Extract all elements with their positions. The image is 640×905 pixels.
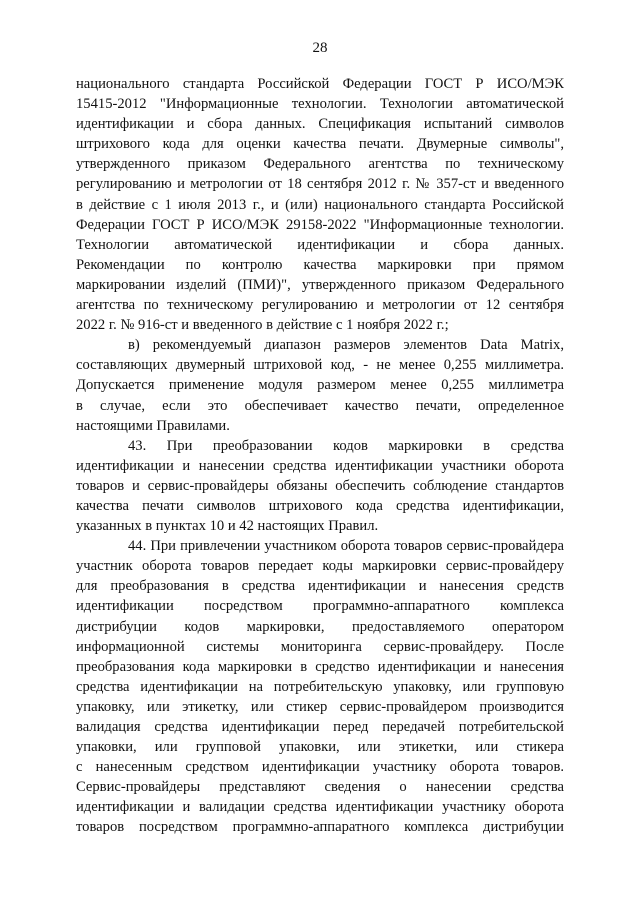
text-line: составляющих двумерный штриховой код, - не менее 0,255 миллиметра.	[76, 357, 564, 374]
text-line: средства идентификации на потребительскую упаковку, или групповую	[76, 678, 564, 695]
text-line: участник оборота товаров передает коды маркировки сервис-провайдеру	[76, 558, 564, 575]
text-line: Федерации ГОСТ Р ИСО/МЭК 29158-2022 "Информационные технологии.	[76, 216, 564, 233]
text-line: в случае, если это обеспечивает качество печати, определенное	[76, 397, 564, 414]
text-line: идентификации и нанесении средства идентификации участники оборота	[76, 457, 564, 474]
text-line: идентификации и валидации средства идентификации участнику оборота	[76, 799, 564, 816]
text-line: дистрибуции кодов маркировки, предоставляемого оператором	[76, 618, 564, 635]
text-line: валидация средства идентификации перед передачей потребительской	[76, 719, 564, 735]
text-line: национального стандарта Российской Федерации ГОСТ Р ИСО/МЭК	[76, 76, 564, 92]
text-line: регулированию и метрологии от 18 сентября 2012 г. № 357-ст и введенного	[76, 176, 564, 193]
text-line: Сервис-провайдеры представляют сведения о нанесении средства	[76, 779, 564, 796]
text-line: 15415-2012 "Информационные технологии. Технологии автоматической	[76, 96, 564, 113]
text-line: для преобразования в средства идентификации и нанесения средств	[76, 578, 564, 595]
text-line: товаров и сервис-провайдеры обязаны обеспечить соблюдение стандартов	[76, 477, 564, 494]
text-line: Технологии автоматической идентификации и сбора данных.	[76, 236, 564, 253]
text-line: упаковки, или групповой упаковки, или этикетки, или стикера	[76, 739, 564, 756]
text-line: преобразования кода маркировки в средство идентификации и нанесения	[76, 658, 564, 675]
text-line: с нанесенным средством идентификации участнику оборота товаров.	[76, 759, 564, 776]
text-line: упаковку, или этикетку, или стикер сервис-провайдером производится	[76, 698, 564, 715]
text-line: в) рекомендуемый диапазон размеров элементов Data Matrix,	[128, 337, 564, 354]
text-line: качества печати символов штрихового кода средства идентификации,	[76, 497, 564, 514]
body-text	[76, 74, 564, 838]
text-line: 2022 г. № 916-ст и введенного в действие с 1 ноября 2022 г.;	[76, 317, 449, 334]
text-line: указанных в пунктах 10 и 42 настоящих Правил.	[76, 518, 379, 535]
text-line: информационной системы мониторинга сервис-провайдеру. После	[76, 638, 564, 655]
text-line: в действие с 1 июля 2013 г., и (или) национального стандарта Российской	[76, 196, 564, 213]
text-line: штрихового кода для оценки качества печати. Двумерные символы",	[76, 136, 564, 153]
text-line: идентификации посредством программно-аппаратного комплекса	[76, 598, 564, 615]
text-line: Рекомендации по контролю качества маркировки при прямом	[76, 256, 564, 273]
text-line: маркировании изделий (ПМИ)", утвержденного приказом Федерального	[76, 276, 564, 293]
text-line: товаров посредством программно-аппаратного комплекса дистрибуции	[76, 819, 564, 836]
text-line: Допускается применение модуля размером менее 0,255 миллиметра	[76, 377, 564, 394]
text-line: 44. При привлечении участником оборота товаров сервис-провайдера	[128, 538, 564, 555]
text-line: настоящими Правилами.	[76, 417, 230, 434]
text-line: утвержденного приказом Федерального агентства по техническому	[76, 156, 564, 173]
page-number: 28	[312, 40, 328, 56]
text-line: 43. При преобразовании кодов маркировки в средства	[128, 437, 564, 454]
text-line: идентификации и сбора данных. Спецификация испытаний символов	[76, 116, 564, 133]
text-line: агентства по техническому регулированию и метрологии от 12 сентября	[76, 297, 564, 314]
